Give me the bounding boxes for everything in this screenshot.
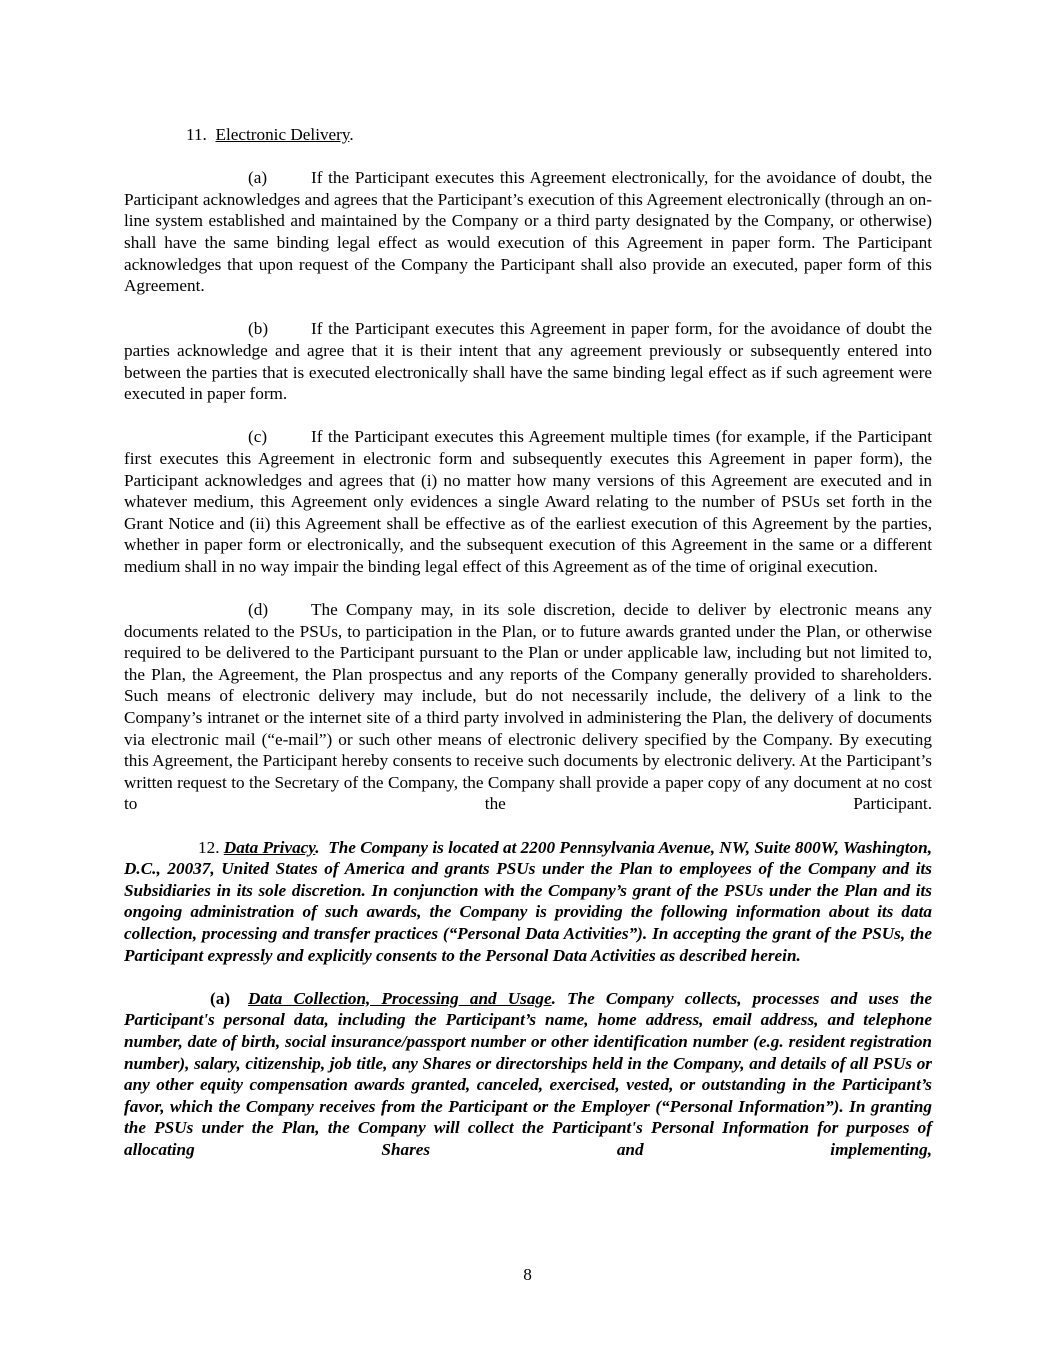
section-11c-paragraph — [124, 426, 932, 577]
page-number: 8 — [523, 1265, 532, 1284]
section-12a-title-suffix: . — [551, 988, 556, 1008]
section-11d-text: The Company may, in its sole discretion, decide to deliver by electronic means any documents related to the PSUs, to participation in the Plan, or to future awards granted under the Plan, or otherwise required to be delivered to the Participant pursuant to the Plan or under applicable law, including but not limited to, the Plan, the Agreement, the Plan prospectus and any reports of the Company generally provided to shareholders. Such means of electronic delivery may include, but do not necessarily include, the delivery of a link to the Company’s intranet or the internet site of a third party involved in administering the Plan, the delivery of documents via electronic mail (“e-mail”) or such other means of electronic delivery specified by the Company. By executing this Agreement, the Participant hereby consents to receive such documents by electronic delivery. At the Participant’s written request to the Secretary of the Company, the Company shall provide a paper copy of any document at no cost to the Participant. — [124, 600, 932, 814]
section-11d-label: (d) — [248, 600, 269, 620]
section-12-paragraph — [124, 837, 932, 967]
section-12a-paragraph — [124, 988, 932, 1161]
section-11a-label: (a) — [248, 168, 268, 188]
section-11c-text: If the Participant executes this Agreement multiple times (for example, if the Participant first executes this Agreement in electronic form and subsequently executes this Agreement in paper form), the Participant acknowledges and agrees that (i) no matter how many versions of this Agreement are executed and in whatever medium, this Agreement only evidences a single Award relating to the number of PSUs set forth in the Grant Notice and (ii) this Agreement shall be effective as of the earliest execution of this Agreement by the parties, whether in paper form or electronically, and the subsequent execution of this Agreement in the same or a different medium shall in no way impair the binding legal effect of this Agreement as of the time of original execution. — [124, 427, 932, 576]
section-12-number: 12. — [198, 837, 220, 857]
section-11a-text: If the Participant executes this Agreement electronically, for the avoidance of doubt, the Participant acknowledges and agrees that the Participant’s execution of this Agreement electronically (through an on-line system established and maintained by the Company or a third party designated by the Company, or otherwise) shall have the same binding legal effect as would execution of this Agreement in paper form. The Participant acknowledges that upon request of the Company the Participant shall also provide an executed, paper form of this Agreement. — [124, 168, 932, 296]
section-12a-title: Data Collection, Processing and Usage — [248, 988, 552, 1008]
section-11b-label: (b) — [248, 319, 269, 339]
page-content — [124, 124, 932, 1182]
section-12-title-suffix: . — [315, 837, 320, 857]
section-11d-paragraph — [124, 599, 932, 815]
section-11b-paragraph — [124, 318, 932, 404]
section-12a-label: (a) — [210, 988, 231, 1008]
section-12-text: The Company is located at 2200 Pennsylvania Avenue, NW, Suite 800W, Washington, D.C., 20037, United States of America and grants PSUs under the Plan to employees of the Company and its Subsidiaries in its sole discretion. In conjunction with the Company’s grant of the PSUs under the Plan and its ongoing administration of such awards, the Company is providing the following information about its data collection, processing and transfer practices (“Personal Data Activities”). In accepting the grant of the PSUs, the Participant expressly and explicitly consents to the Personal Data Activities as described herein. — [124, 837, 933, 965]
section-11-heading — [186, 124, 932, 146]
section-12-title: Data Privacy — [223, 837, 316, 857]
section-12a-text: The Company collects, processes and uses the Participant's personal data, including the Participant’s name, home address, email address, and telephone number, date of birth, social insurance/passport number or other identification number (e.g. resident registration number), salary, citizenship, job title, any Shares or directorships held in the Company, and details of all PSUs or any other equity compensation awards granted, canceled, exercised, vested, or outstanding in the Participant’s favor, which the Company receives from the Participant or the Employer (“Personal Information”). In granting the PSUs under the Plan, the Company will collect the Participant's Personal Information for purposes of allocating Shares and implementing, — [124, 988, 933, 1159]
section-11b-text: If the Participant executes this Agreement in paper form, for the avoidance of doubt the parties acknowledge and agree that it is their intent that any agreement previously or subsequently entered into between the parties that is executed electronically shall have the same binding legal effect as if such agreement were executed in paper form. — [124, 319, 932, 404]
section-11-number: 11. — [186, 125, 207, 144]
section-11-title: Electronic Delivery — [215, 125, 350, 144]
section-11a-paragraph — [124, 167, 932, 297]
section-11c-label: (c) — [248, 427, 268, 447]
section-11-title-suffix: . — [349, 125, 354, 144]
